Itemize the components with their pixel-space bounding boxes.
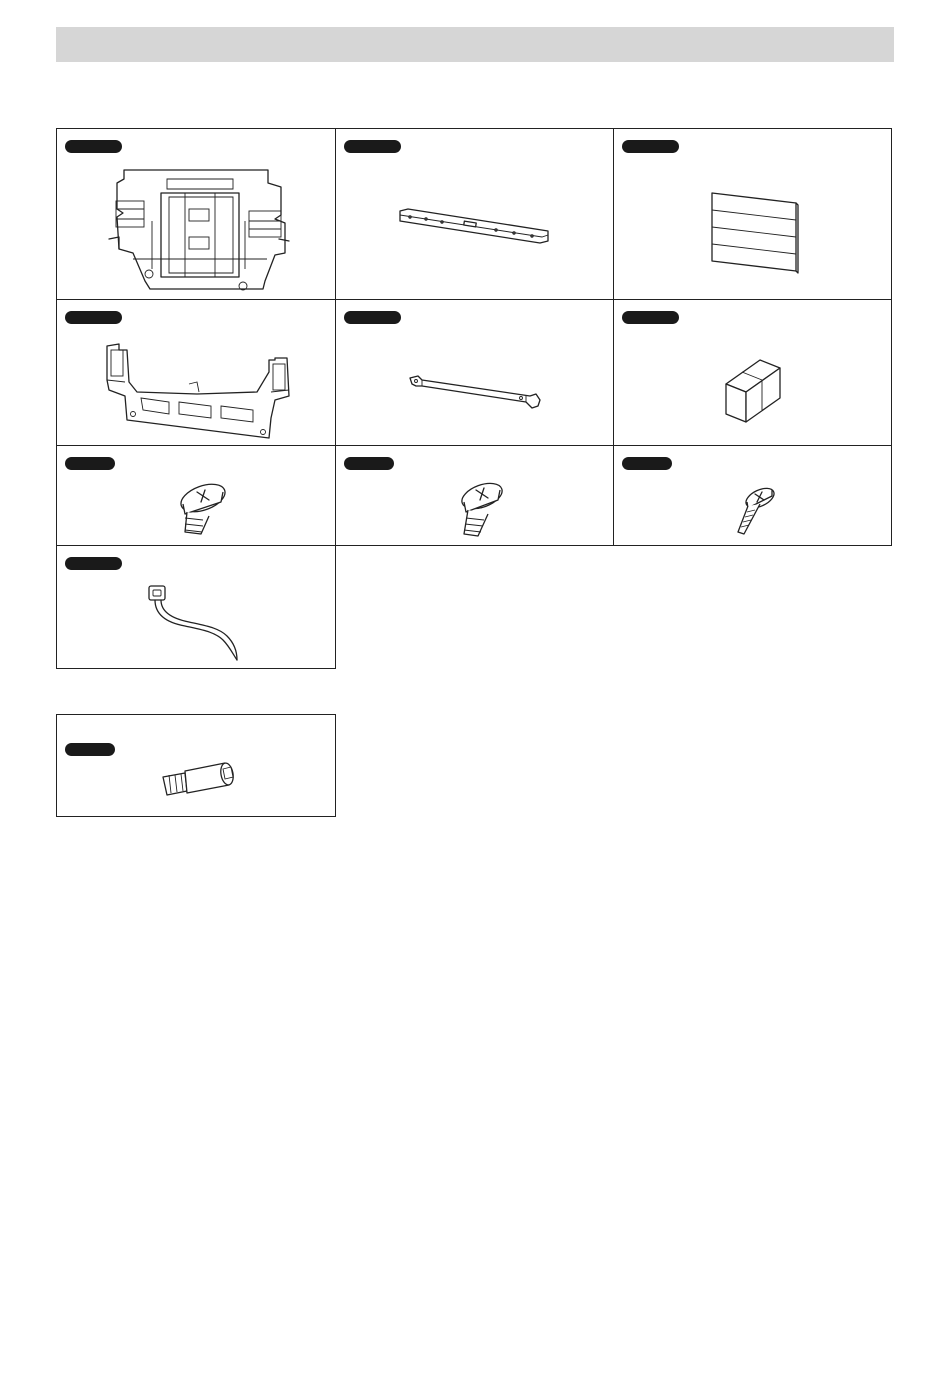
part-cell-horizontal-rail [335, 128, 614, 300]
section-header-bar [56, 27, 894, 62]
part-cell-hook-bar [335, 299, 614, 446]
part-cell-spacer-bolt [56, 714, 336, 817]
part-cell-lower-bracket [56, 299, 336, 446]
cable-tie-icon [57, 546, 335, 668]
spacer-bolt-icon [57, 715, 335, 816]
screw-long-icon [614, 446, 891, 545]
part-cell-block [613, 299, 892, 446]
block-icon [614, 300, 891, 445]
horizontal-rail-icon [336, 129, 613, 299]
screw-large-icon [57, 446, 335, 545]
spacer-plate-icon [614, 129, 891, 299]
hook-bar-icon [336, 300, 613, 445]
part-cell-screw-medium [335, 445, 614, 546]
part-cell-wall-mount-bracket [56, 128, 336, 300]
part-cell-screw-long [613, 445, 892, 546]
part-cell-spacer-plate [613, 128, 892, 300]
part-cell-screw-large [56, 445, 336, 546]
screw-medium-icon [336, 446, 613, 545]
wall-mount-bracket-icon [57, 129, 335, 299]
part-cell-cable-tie [56, 545, 336, 669]
lower-bracket-icon [57, 300, 335, 445]
